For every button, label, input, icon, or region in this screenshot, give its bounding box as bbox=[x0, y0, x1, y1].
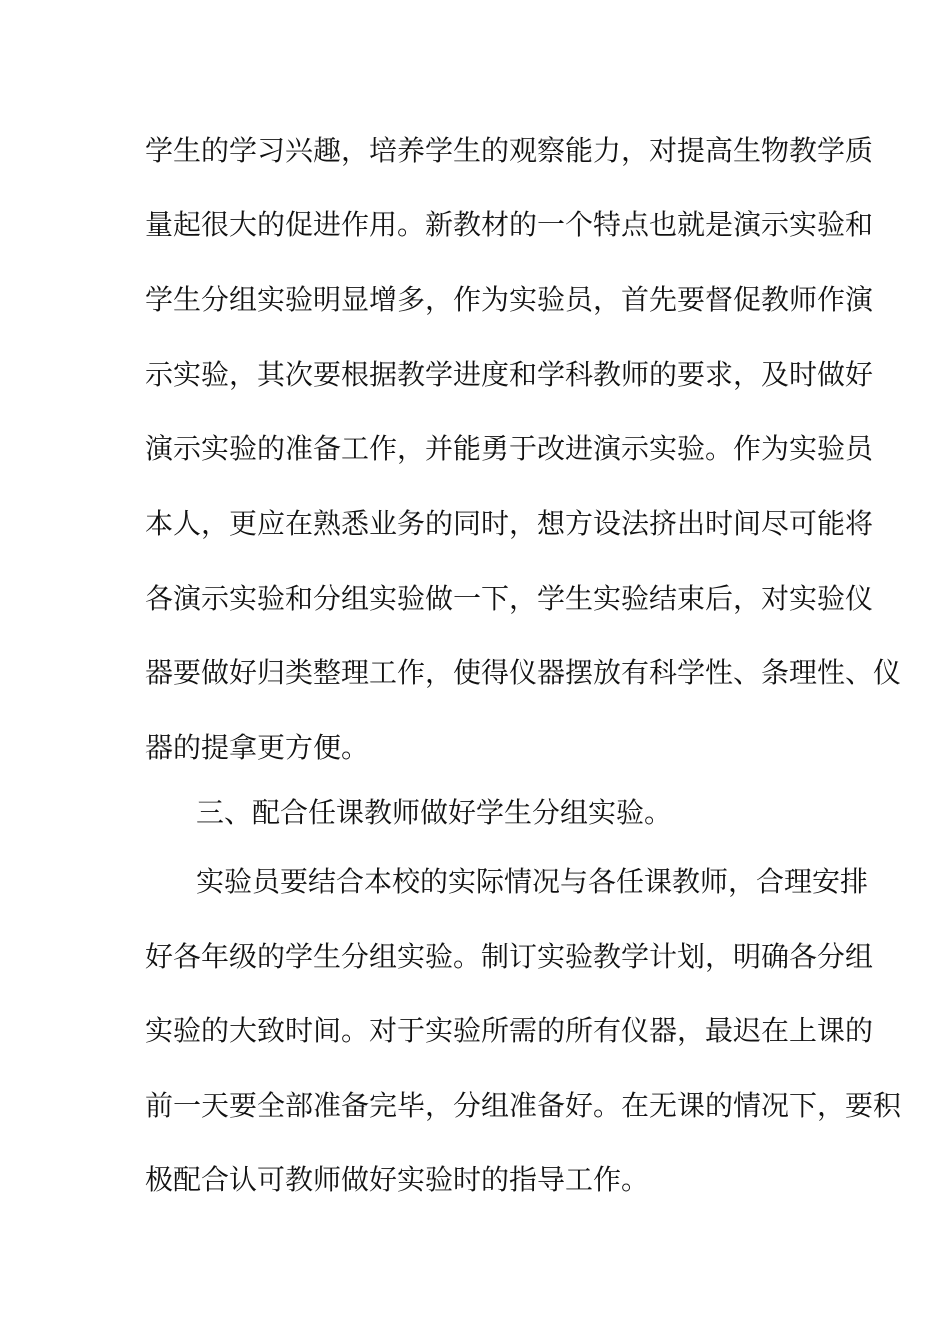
text-line: 器的提拿更方便。 bbox=[145, 731, 370, 764]
text-line: 器要做好归类整理工作，使得仪器摆放有科学性、条理性、仪 bbox=[145, 656, 902, 689]
text-line: 极配合认可教师做好实验时的指导工作。 bbox=[145, 1163, 650, 1196]
text-line: 实验的大致时间。对于实验所需的所有仪器，最迟在上课的 bbox=[145, 1014, 874, 1047]
section-heading: 三、配合任课教师做好学生分组实验。 bbox=[196, 796, 673, 829]
text-line: 学生分组实验明显增多，作为实验员，首先要督促教师作演 bbox=[145, 283, 874, 316]
text-line: 演示实验的准备工作，并能勇于改进演示实验。作为实验员 bbox=[145, 432, 874, 465]
text-line: 本人，更应在熟悉业务的同时，想方设法挤出时间尽可能将 bbox=[145, 507, 874, 540]
text-line: 好各年级的学生分组实验。制订实验教学计划，明确各分组 bbox=[145, 940, 874, 973]
paragraph-first-line: 实验员要结合本校的实际情况与各任课教师，合理安排 bbox=[196, 865, 869, 898]
text-line: 示实验，其次要根据教学进度和学科教师的要求，及时做好 bbox=[145, 358, 874, 391]
text-line: 学生的学习兴趣，培养学生的观察能力，对提高生物教学质 bbox=[145, 134, 874, 167]
text-line: 各演示实验和分组实验做一下，学生实验结束后，对实验仪 bbox=[145, 582, 874, 615]
text-line: 前一天要全部准备完毕，分组准备好。在无课的情况下，要积 bbox=[145, 1089, 902, 1122]
text-line: 量起很大的促进作用。新教材的一个特点也就是演示实验和 bbox=[145, 208, 874, 241]
